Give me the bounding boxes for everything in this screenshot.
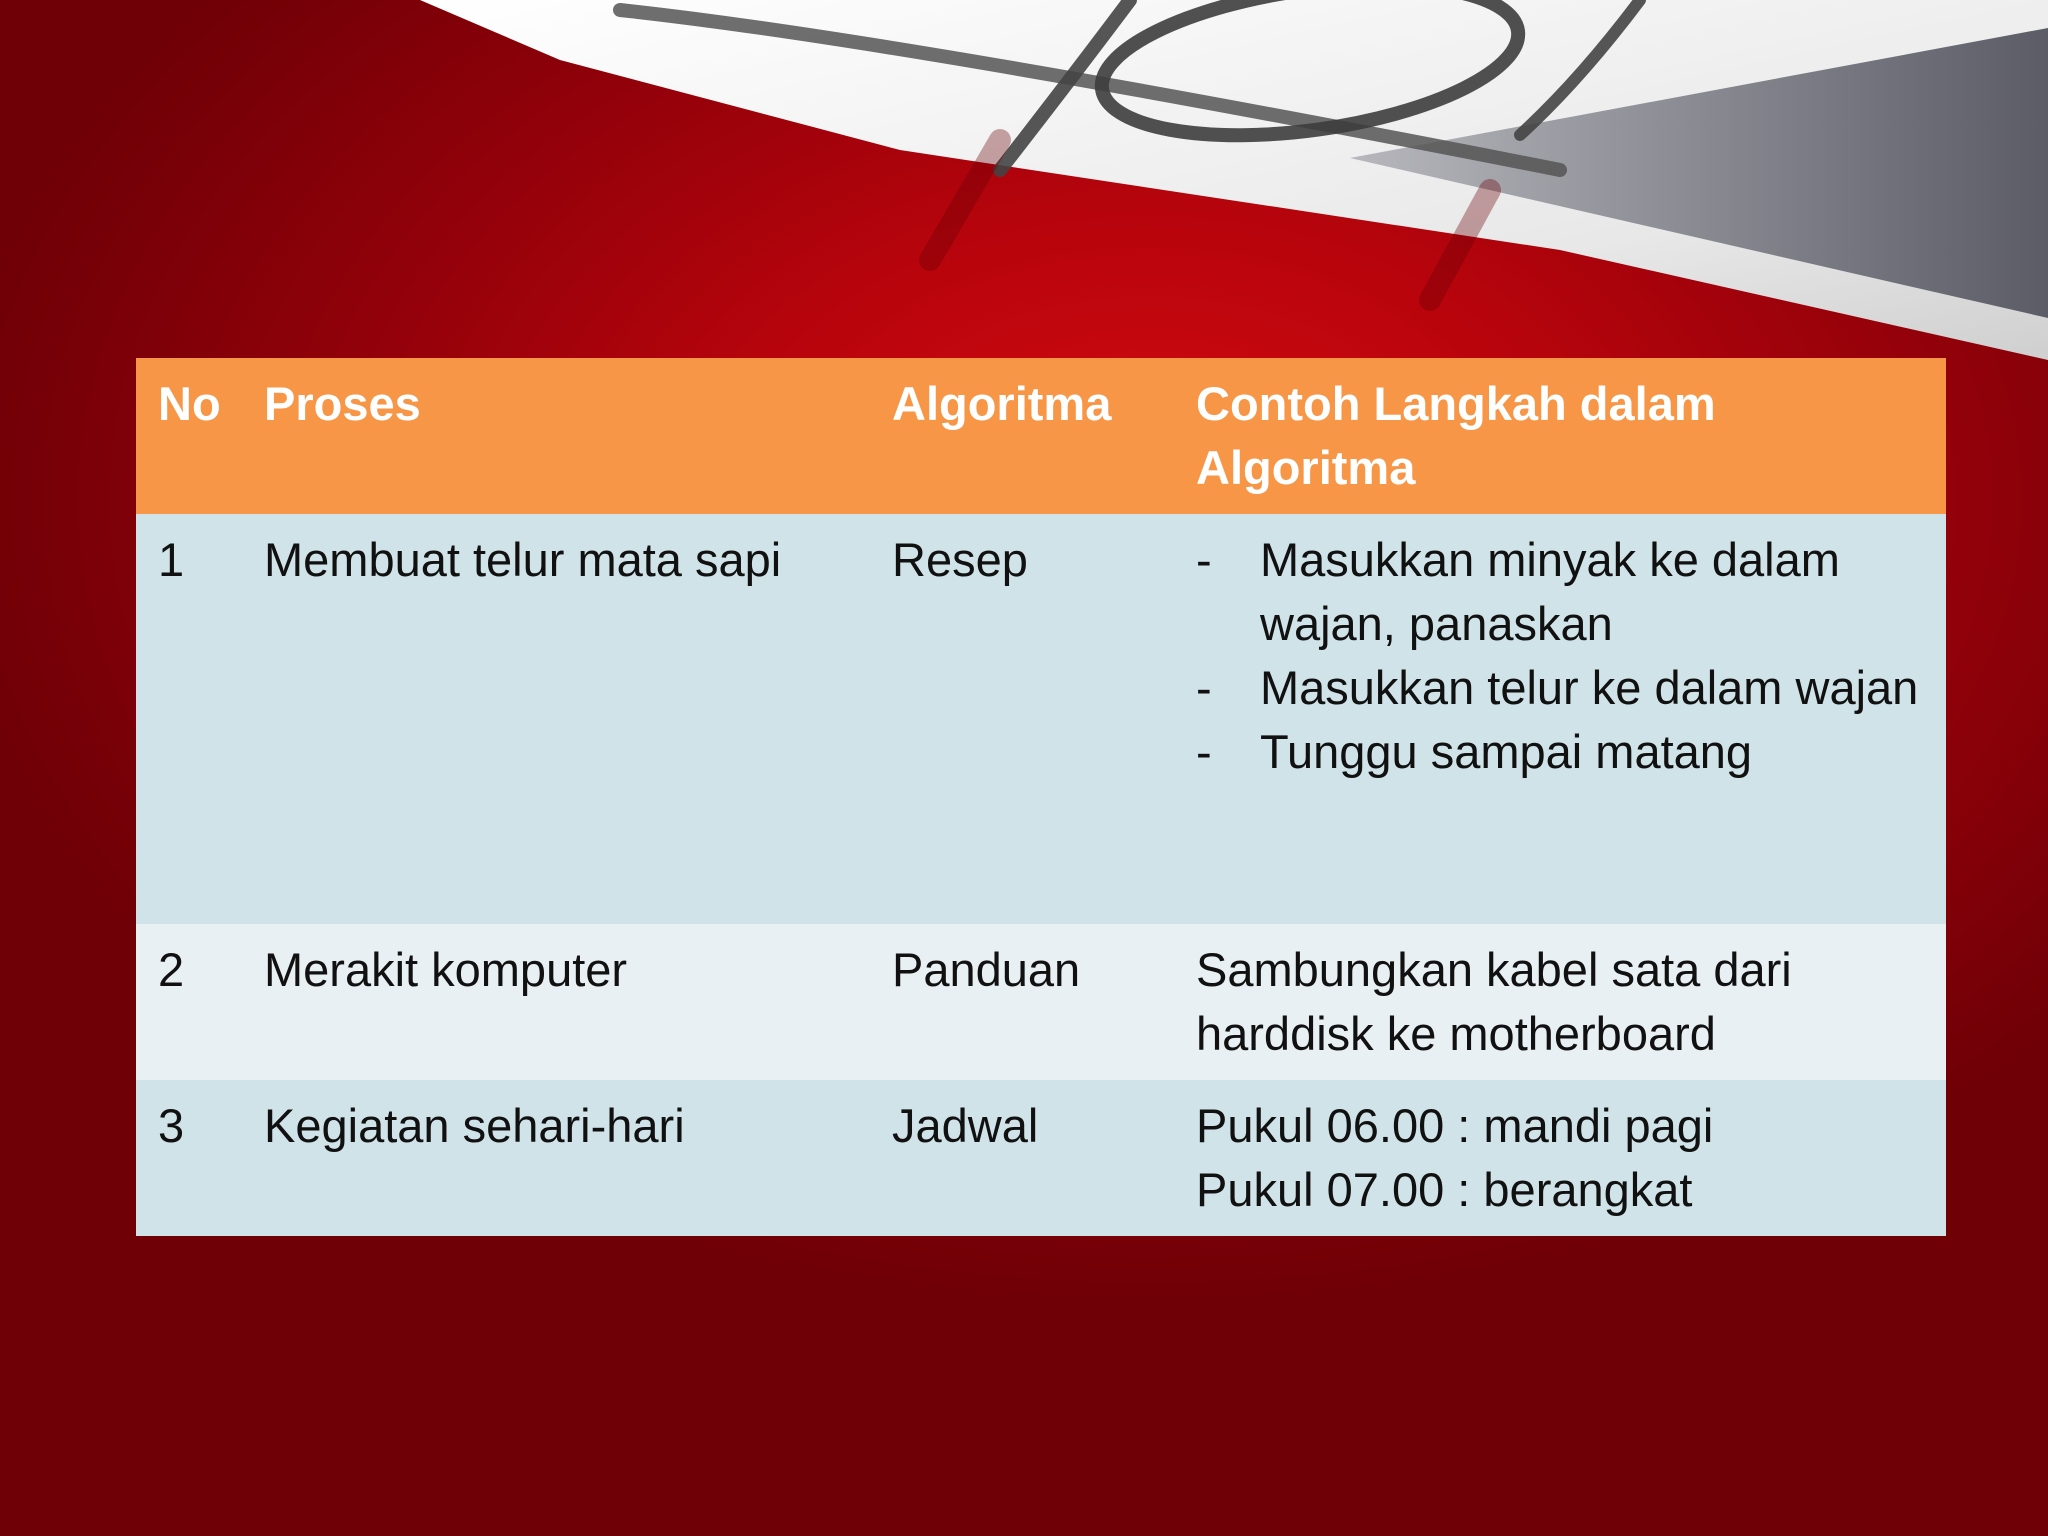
table-row (136, 924, 1946, 1080)
cell-proses: Membuat telur mata sapi (242, 514, 870, 924)
cell-algoritma: Jadwal (870, 1080, 1174, 1236)
list-item (1196, 720, 1926, 784)
cell-algoritma: Resep (870, 514, 1174, 924)
list-item (1196, 528, 1926, 656)
cell-proses: Kegiatan sehari-hari (242, 1080, 870, 1236)
step-text: Masukkan telur ke dalam wajan (1260, 661, 1919, 714)
header-algoritma: Algoritma (870, 358, 1174, 514)
step-text: Tunggu sampai matang (1260, 725, 1753, 778)
cell-contoh-langkah: Sambungkan kabel sata dari harddisk ke motherboard (1174, 924, 1946, 1080)
header-proses: Proses (242, 358, 870, 514)
step-marker: - (1196, 661, 1212, 714)
header-contoh-langkah: Contoh Langkah dalam Algoritma (1174, 358, 1946, 514)
table-header-row (136, 358, 1946, 514)
step-text: Masukkan minyak ke dalam wajan, panaskan (1260, 533, 1840, 650)
cell-no: 2 (136, 924, 242, 1080)
cell-contoh-langkah (1174, 1080, 1946, 1236)
cell-contoh-langkah (1174, 514, 1946, 924)
cell-no: 3 (136, 1080, 242, 1236)
tic-tac-toe-background-graphic (0, 0, 2048, 420)
table-row (136, 514, 1946, 924)
cell-no: 1 (136, 514, 242, 924)
header-no: No (136, 358, 242, 514)
step-marker: - (1196, 725, 1212, 778)
algorithm-examples-table (136, 358, 1946, 1236)
table-row (136, 1080, 1946, 1236)
step-marker: - (1196, 533, 1212, 586)
cell-proses: Merakit komputer (242, 924, 870, 1080)
schedule-line: Pukul 07.00 : berangkat (1196, 1163, 1693, 1216)
step-list (1196, 528, 1926, 784)
cell-algoritma: Panduan (870, 924, 1174, 1080)
schedule-line: Pukul 06.00 : mandi pagi (1196, 1099, 1714, 1152)
list-item (1196, 656, 1926, 720)
